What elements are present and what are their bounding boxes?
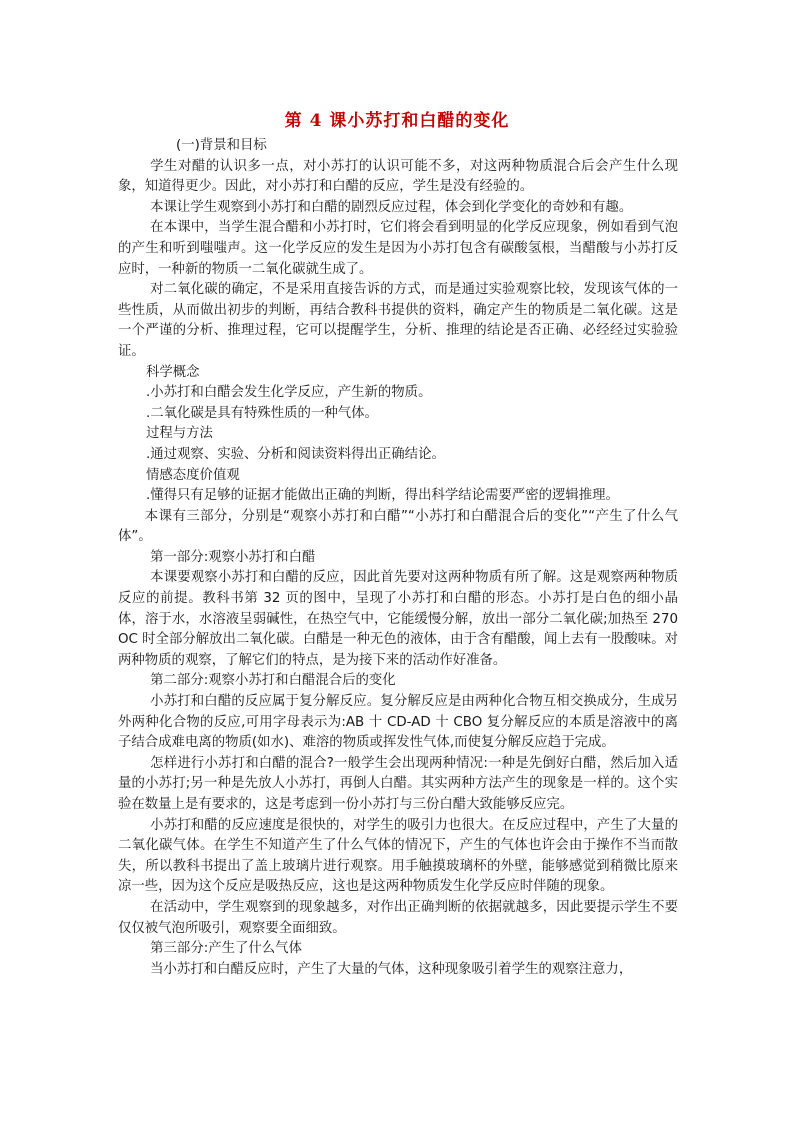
paragraph: (一)背景和目标 xyxy=(176,138,267,153)
lesson-title: 第 4 课小苏打和白醋的变化 xyxy=(284,111,510,131)
paragraph: 第二部分:观察小苏打和白醋混合后的变化 xyxy=(150,673,396,689)
paragraph: .二氧化碳是具有特殊性质的一种气体。 xyxy=(146,405,378,421)
paragraph: 学生对醋的认识多一点，对小苏打的认识可能不多，对这两种物质混合后会产生什么现象，知道得更少。因此，对小苏打和白醋的反应，学生是没有经验的。 xyxy=(118,158,678,195)
paragraph: 在活动中，学生观察到的现象越多，对作出正确判断的依据就越多，因此要提示学生不要仅仅被气泡所吸引，观察要全面细致。 xyxy=(118,899,678,936)
paragraph: 小苏打和白醋的反应属于复分解反应。复分解反应是由两种化合物互相交换成分，生成另外两种化合物的反应,可用字母表示为:AB 十 CD-AD 十 CBO 复分解反应的本质是溶液中的离子结合成难电离的物质(如水)、难溶的物质或挥发性气体,而使复分解反应趋于完成。 xyxy=(118,694,678,751)
paragraph: 第一部分:观察小苏打和白醋 xyxy=(150,549,316,565)
lesson-body xyxy=(118,136,678,980)
paragraph: 情感态度价值观 xyxy=(146,467,240,483)
paragraph: 怎样进行小苏打和白醋的混合?一般学生会出现两种情况:一种是先倒好白醋，然后加入适量的小苏打;另一种是先放人小苏打，再倒人白醋。其实两种方法产生的现象是一样的。这个实验在数量上是有要求的，这是考虑到一份小苏打与三份白醋大致能够反应完。 xyxy=(118,755,678,812)
paragraph: 当小苏打和白醋反应时，产生了大量的气体，这种现象吸引着学生的观察注意力， xyxy=(150,961,633,977)
paragraph: 本课有三部分，分别是“观察小苏打和白醋”“小苏打和白醋混合后的变化”“产生了什么气体”。 xyxy=(118,508,678,545)
paragraph: 本课要观察小苏打和白醋的反应，因此首先要对这两种物质有所了解。这是观察两种物质反应的前提。教科书第 32 页的图中，呈现了小苏打和白醋的形态。小苏打是白色的细小晶体，溶于水，水溶液呈弱碱性，在热空气中，它能缓慢分解，放出一部分二氧化碳;加热至 270 OC 时全部分解放出二氧化碳。白醋是一种无色的液体，由于含有醋酸，闻上去有一股酸味。对两种物质的观察，了解它们的特点，是为接下来的活动作好准备。 xyxy=(118,570,678,668)
paragraph: 小苏打和醋的反应速度是很快的，对学生的吸引力也很大。在反应过程中，产生了大量的二氧化碳气体。在学生不知道产生了什么气体的情况下，产生的气体也许会由于操作不当而散失，所以教科书提出了盖上玻璃片进行观察。用手触摸玻璃杯的外壁，能够感觉到稍微比原来凉一些，因为这个反应是吸热反应，这也是这两种物质发生化学反应时伴随的现象。 xyxy=(118,817,678,895)
paragraph: .懂得只有足够的证据才能做出正确的判断，得出科学结论需要严密的逻辑推理。 xyxy=(146,488,619,504)
paragraph: .通过观察、实验、分析和阅读资料得出正确结论。 xyxy=(146,446,445,462)
paragraph: 对二氧化碳的确定，不是采用直接告诉的方式，而是通过实验观察比较，发现该气体的一些性质，从而做出初步的判断，再结合教科书提供的资料，确定产生的物质是二氧化碳。这是一个严谨的分析、推理过程，它可以提醒学生，分析、推理的结论是否正确、必经经过实验验证。 xyxy=(118,282,678,359)
paragraph: 本课让学生观察到小苏打和白醋的剧烈反应过程，体会到化学变化的奇妙和有趣。 xyxy=(150,199,633,215)
paragraph: .小苏打和白醋会发生化学反应，产生新的物质。 xyxy=(146,385,432,401)
paragraph: 在本课中，当学生混合醋和小苏打时，它们将会看到明显的化学反应现象，例如看到气泡的产生和听到嗤嗤声。这一化学反应的发生是因为小苏打包含有碳酸氢根，当醋酸与小苏打反应时，一种新的物质一二氧化碳就生成了。 xyxy=(118,220,678,277)
paragraph: 第三部分:产生了什么气体 xyxy=(150,941,302,957)
paragraph: 科学概念 xyxy=(146,364,200,380)
paragraph: 过程与方法 xyxy=(146,426,213,442)
